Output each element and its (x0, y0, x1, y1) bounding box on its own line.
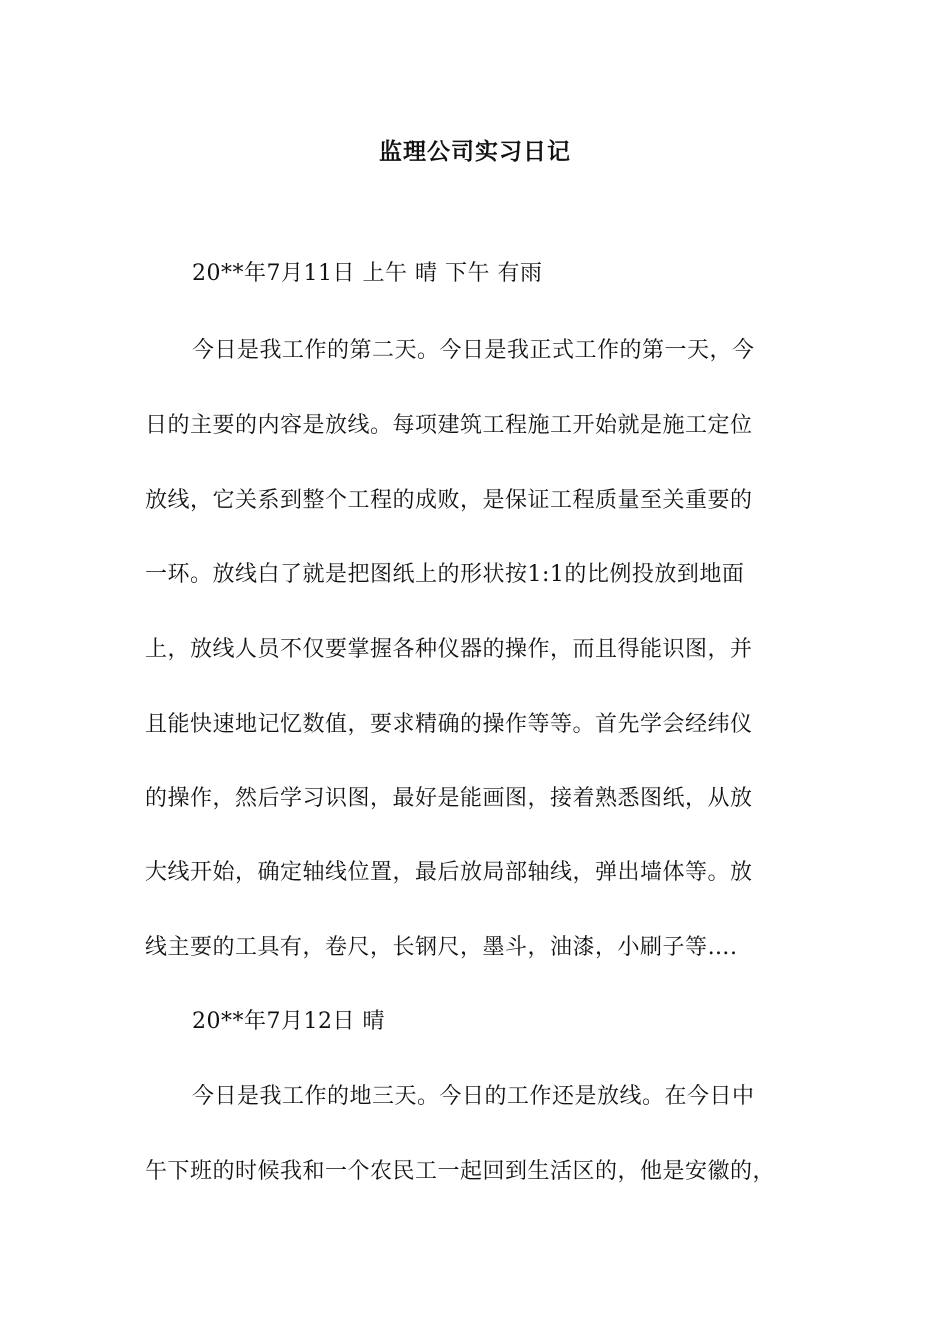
paragraph-line: 今日是我工作的地三天。今日的工作还是放线。在今日中 (192, 1084, 755, 1109)
paragraph-line: 大线开始，确定轴线位置，最后放局部轴线，弹出墙体等。放 (145, 860, 753, 885)
paragraph-line: 且能快速地记忆数值，要求精确的操作等等。首先学会经纬仪 (145, 712, 753, 737)
paragraph-line: 线主要的工具有，卷尺，长钢尺，墨斗，油漆，小刷子等…. (145, 935, 738, 960)
paragraph-line: 今日是我工作的第二天。今日是我正式工作的第一天，今 (192, 338, 755, 363)
paragraph-line: 放线，它关系到整个工程的成败，是保证工程质量至关重要的 (145, 488, 753, 513)
paragraph-line: 日的主要的内容是放线。每项建筑工程施工开始就是施工定位 (145, 413, 753, 438)
diary-date-line: 20**年7月11日 上午 晴 下午 有雨 (192, 261, 543, 286)
document-title: 监理公司实习日记 (379, 138, 571, 165)
paragraph-line: 的操作，然后学习识图，最好是能画图，接着熟悉图纸，从放 (145, 786, 753, 811)
paragraph-line: 午下班的时候我和一个农民工一起回到生活区的，他是安徽的， (145, 1159, 776, 1184)
diary-date-line: 20**年7月12日 晴 (192, 1009, 385, 1034)
paragraph-line: 上，放线人员不仅要掌握各种仪器的操作，而且得能识图，并 (145, 637, 753, 662)
paragraph-line: 一环。放线白了就是把图纸上的形状按1:1的比例投放到地面 (145, 562, 745, 587)
